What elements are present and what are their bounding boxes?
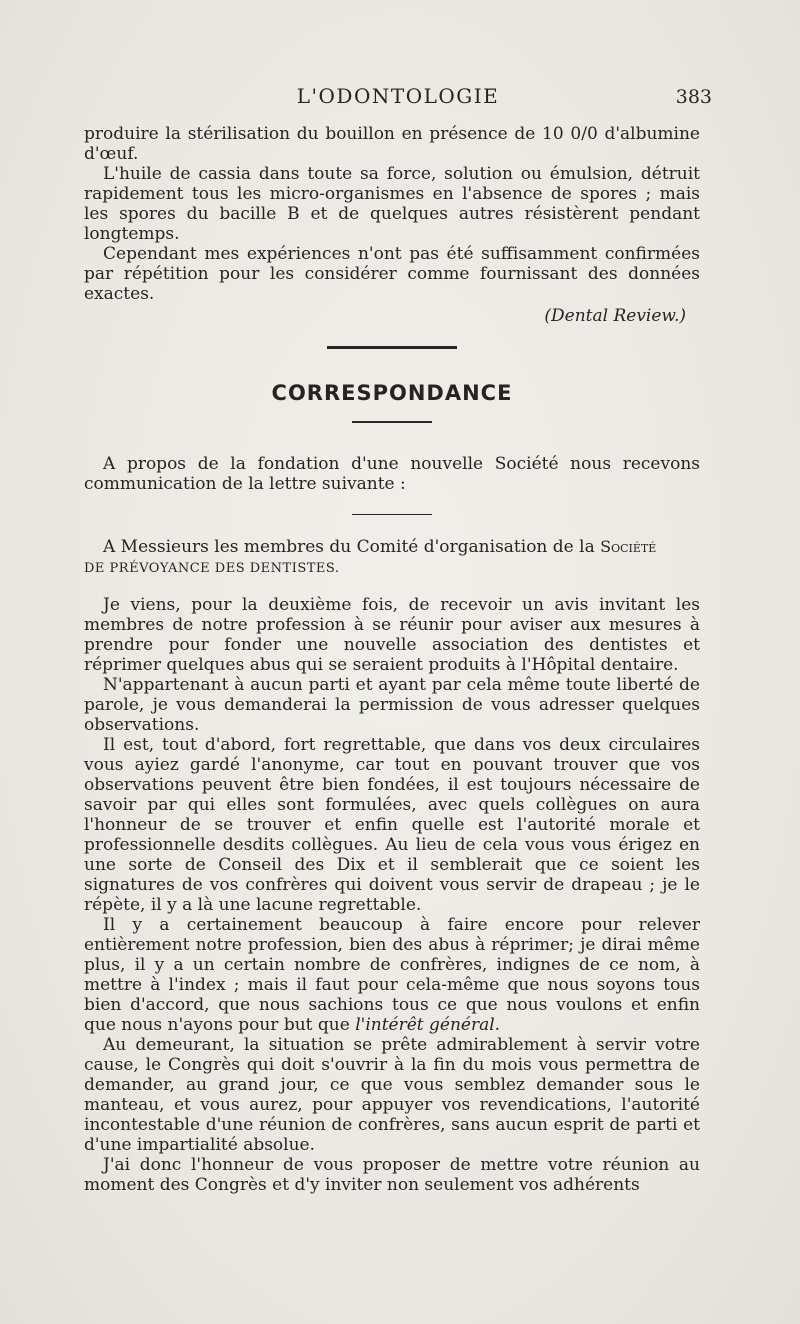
running-head — [84, 84, 712, 110]
address-smallcaps-line: DE PRÉVOYANCE DES DENTISTES. — [84, 561, 340, 576]
letter-address — [84, 537, 700, 579]
letter-paragraph: N'appartenant à aucun parti et ayant par cela même toute liberté de parole, je vous demanderai la permission de vous adresser quelques observations. — [84, 675, 700, 735]
article-paragraph: L'huile de cassia dans toute sa force, solution ou émulsion, détruit rapidement tous les micro-organismes en l'absence de spores ; mais les spores du bacille B et de quelques autres résistèrent pendant longtemps. — [84, 164, 700, 244]
section-intro: A propos de la fondation d'une nouvelle Société nous recevons communication de la lettre suivante : — [84, 453, 700, 494]
emphasized-phrase: l'intérêt général. — [355, 1015, 501, 1035]
running-title: L'ODONTOLOGIE — [296, 84, 500, 108]
page-number: 383 — [675, 86, 712, 108]
letter-paragraph: J'ai donc l'honneur de vous proposer de mettre votre réunion au moment des Congrès et d'y inviter non seulement vos adhérents — [84, 1155, 700, 1195]
heading-underline-rule — [352, 421, 432, 423]
letter-divider-rule — [352, 514, 432, 516]
letter-paragraph — [84, 915, 700, 1035]
article-paragraph: Cependant mes expériences n'ont pas été suffisamment confirmées par répétition pour les considérer comme fournissant des données exactes. — [84, 244, 700, 304]
article-paragraph: produire la stérilisation du bouillon en présence de 10 0/0 d'albumine d'œuf. — [84, 124, 700, 164]
article-citation: (Dental Review.) — [544, 306, 686, 326]
letter-paragraph: Il est, tout d'abord, fort regrettable, que dans vos deux circulaires vous ayiez gardé l'anonyme, car tout en pouvant trouver que vos observations peuvent être bien fondées, il est toujours nécessaire de savoir par qui elles sont formulées, avec quels collègues on aura l'honneur de se trouver et enfin quelle est l'autorité morale et professionnelle desdits collègues. Au lieu de cela vous vous érigez en une sorte de Conseil des Dix et il semblerait que ce soient les signatures de vos confrères qui doivent vous servir de drapeau ; je le répète, il y a là une lacune regrettable. — [84, 735, 700, 915]
address-smallcaps: Société — [600, 537, 657, 556]
section-heading: CORRESPONDANCE — [271, 381, 513, 405]
section-divider-rule — [327, 346, 457, 349]
address-main: A Messieurs les membres du Comité d'organisation de la — [103, 537, 595, 557]
letter-paragraph: Je viens, pour la deuxième fois, de recevoir un avis invitant les membres de notre profession à se réunir pour aviser aux mesures à prendre pour fonder une nouvelle association des dentistes et réprimer quelques abus qui se seraient produits à l'Hôpital dentaire. — [84, 595, 700, 675]
letter-paragraph: Au demeurant, la situation se prête admirablement à servir votre cause, le Congrès qui doit s'ouvrir à la fin du mois vous permettra de demander, au grand jour, ce que vous semblez demander sous le manteau, et vous aurez, pour appuyer vos revendications, l'autorité incontestable d'une réunion de confrères, sans aucun esprit de parti et d'une impartialité absolue. — [84, 1035, 700, 1155]
body-text — [84, 124, 700, 1195]
letter-paragraph-text: Il y a certainement beaucoup à faire encore pour relever entièrement notre profession, bien des abus à réprimer; je dirai même plus, il y a un certain nombre de confrères, indignes de ce nom, à mettre à l'index ; mais il faut pour cela-même que nous soyons tous bien d'accord, que nous sachions tous ce que nous voulons et enfin que nous n'ayons pour but que — [84, 915, 700, 1035]
